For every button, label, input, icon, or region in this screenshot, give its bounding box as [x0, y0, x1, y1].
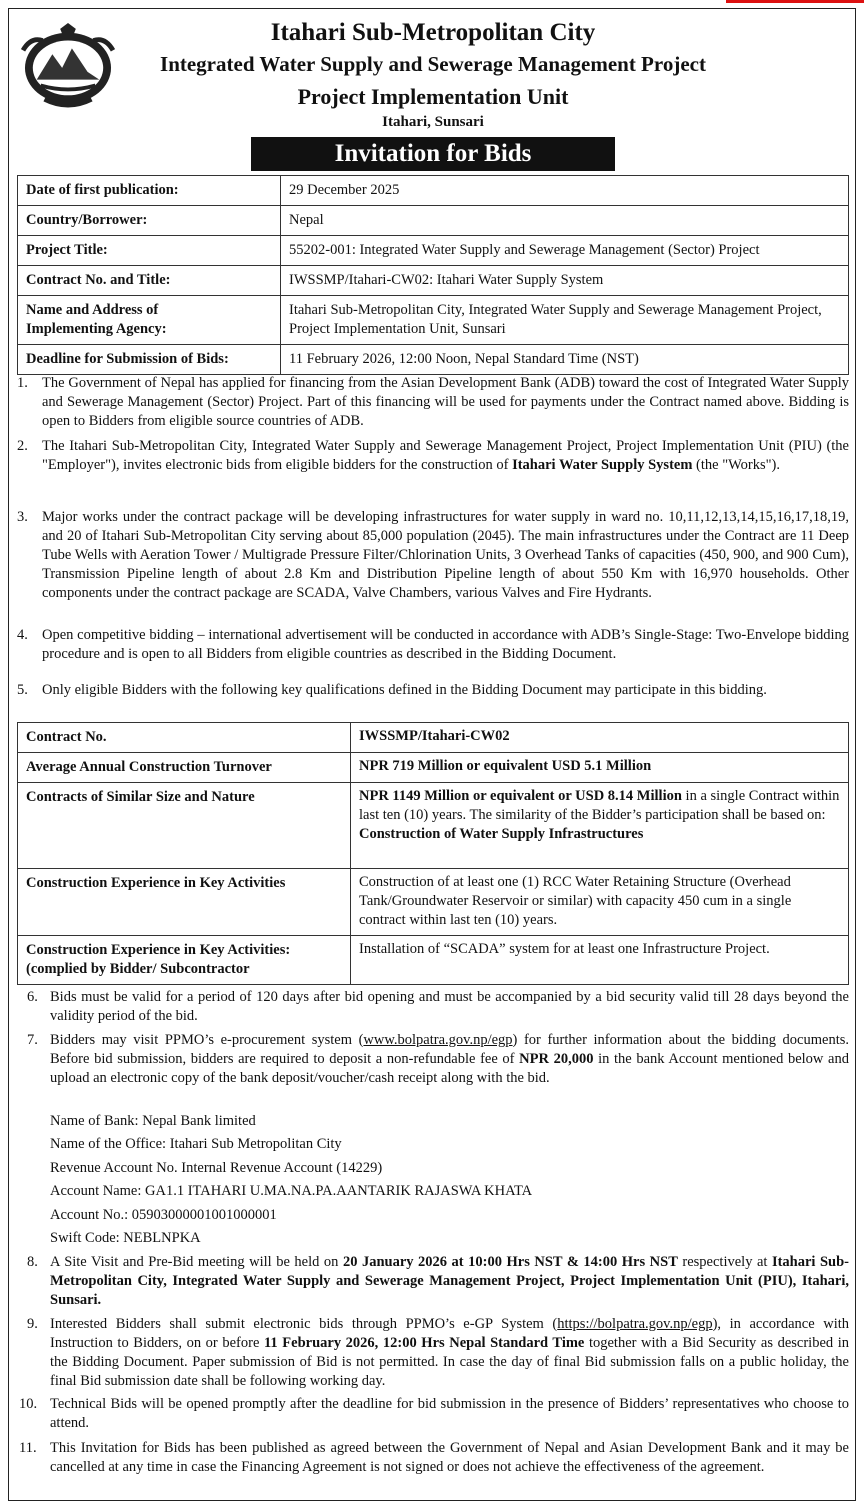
item-text-bold: 11 February 2026, 12:00 Hrs Nepal Standard Time [263, 1335, 585, 1351]
qualification-text: in a single Contract within last ten (10) years. The similarity of the Bidder’s participation shall be based on: [359, 788, 840, 823]
list-item [17, 681, 849, 700]
item-text [50, 1031, 849, 1088]
bank-account-name: Account Name: GA1.1 ITAHARI U.MA.NA.PA.AANTARIK RAJASWA KHATA [50, 1183, 533, 1199]
item-number: 9. [27, 1316, 38, 1332]
summary-value: Nepal [281, 206, 849, 236]
summary-value: Itahari Sub-Metropolitan City, Integrated Water Supply and Sewerage Management Project, Project Implementation Unit, Sunsari [281, 296, 849, 345]
summary-label: Contract No. and Title: [18, 266, 281, 296]
qualification-bold: NPR 1149 Million or equivalent or USD 8.14 Million [359, 788, 682, 804]
item-text [50, 1253, 849, 1310]
summary-label: Country/Borrower: [18, 206, 281, 236]
project-title: Integrated Water Supply and Sewerage Management Project [160, 52, 706, 76]
bolpatra-link[interactable]: www.bolpatra.gov.np/egp [363, 1032, 513, 1048]
summary-value: 11 February 2026, 12:00 Noon, Nepal Standard Time (NST) [281, 345, 849, 375]
item-number: 11. [19, 1440, 37, 1456]
item-text-bold: Itahari Sub-Metropolitan City, Integrated Water Supply and Sewerage Management Project, Project Implementation Unit (PIU), Itahari, Sunsari. [50, 1254, 849, 1308]
top-red-bar [726, 0, 864, 3]
table-row [18, 869, 849, 936]
table-row [18, 176, 849, 206]
qualification-label-line: Construction Experience in Key Activities: [26, 942, 291, 958]
item-text: Open competitive bidding – international advertisement will be conducted in accordance with ADB’s Single-Stage: Two-Envelope bidding procedure and is open to all Bidders from eligible countries as described in the Bidding Document. [42, 627, 849, 662]
qualification-label: Contract No. [18, 723, 351, 753]
item-text: Major works under the contract package will be developing infrastructures for water supply in ward no. 10,11,12,13,14,15,16,17,18,19, and 20 of Itahari Sub-Metropolitan City serving about 85,000 population (2045). The main infrastructures under the Contract are 11 Deep Tube Wells with Aeration Tower / Multigrade Pressure Filter/Chlorination Units, 3 Overhead Tanks of capacities (450, 900, and 900 Cum), Transmission Pipeline length of about 2.8 Km and Distribution Pipeline length of about 550 Km with 16,970 households. Other components under the contract package are SCADA, Valve Chambers, various Valves and Fire Hydrants. [42, 509, 849, 601]
qualification-value [351, 783, 849, 869]
item-number: 2. [17, 438, 28, 454]
summary-label: Project Title: [18, 236, 281, 266]
bank-account-no: Account No.: 05903000001001000001 [50, 1207, 277, 1223]
table-row [18, 753, 849, 783]
item-text-part: Interested Bidders shall submit electronic bids through PPMO’s e-GP System ( [50, 1316, 558, 1332]
table-row [18, 936, 849, 985]
summary-label: Deadline for Submission of Bids: [18, 345, 281, 375]
item-text-part: respectively at [677, 1254, 772, 1270]
item-text: Technical Bids will be opened promptly after the deadline for bid submission in the presence of Bidders’ representatives who choose to attend. [50, 1396, 849, 1431]
item-text-bold: 20 January 2026 at 10:00 Hrs NST & 14:00 Hrs NST [342, 1254, 678, 1270]
summary-label [18, 296, 281, 345]
item-number: 8. [27, 1254, 38, 1270]
item-text-part: The Itahari Sub-Metropolitan City, Integrated Water Supply and Sewerage Management Project, Project Implementation Unit (PIU) (the "Employer"), invites electronic bids from eligible bidders for the construction of [42, 438, 849, 473]
city-title: Itahari Sub-Metropolitan City [270, 19, 596, 46]
item-number: 1. [17, 375, 28, 391]
bank-revenue: Revenue Account No. Internal Revenue Account (14229) [50, 1160, 383, 1176]
summary-table [17, 175, 849, 375]
table-row [18, 206, 849, 236]
summary-value: 29 December 2025 [281, 176, 849, 206]
list-item [17, 1395, 849, 1433]
list-item [17, 626, 849, 664]
item-text: Bids must be valid for a period of 120 days after bid opening and must be accompanied by a bid security valid till 28 days beyond the validity period of the bid. [50, 989, 849, 1024]
qualification-value: IWSSMP/Itahari-CW02 [351, 723, 849, 753]
qualification-value: Installation of “SCADA” system for at least one Infrastructure Project. [351, 936, 849, 985]
item-text: The Government of Nepal has applied for financing from the Asian Development Bank (ADB) toward the cost of Integrated Water Supply and Sewerage Management (Sector) Project. Part of this financing will be used for payments under the Contract named above. Bidding is open to Bidders from eligible source countries of ADB. [42, 375, 849, 429]
item-text-bold: NPR 20,000 [519, 1051, 594, 1067]
item-text-part: ) for further information about the bidding documents. Before bid submission, bidders are required to deposit a non-refundable fee of [50, 1032, 850, 1067]
item-number: 5. [17, 682, 28, 698]
qualification-label: Average Annual Construction Turnover [18, 753, 351, 783]
qualification-value: Construction of at least one (1) RCC Water Retaining Structure (Overhead Tank/Groundwater Reservoir or similar) with capacity 450 cum in a single contract within last ten (10) years. [351, 869, 849, 936]
item-number: 3. [17, 509, 28, 525]
item-number: 10. [19, 1396, 38, 1412]
item-text-part: A Site Visit and Pre-Bid meeting will be held on [50, 1254, 343, 1270]
list-item [17, 437, 849, 475]
qualification-label [18, 936, 351, 985]
item-text [50, 1315, 849, 1391]
item-text-part: in the bank Account mentioned below and upload an electronic copy of the bank deposit/voucher/cash receipt along with the bid. [50, 1051, 849, 1086]
list-item [17, 508, 849, 603]
table-row [18, 783, 849, 869]
egp-link[interactable]: https://bolpatra.gov.np/egp [557, 1316, 713, 1332]
list-item [17, 1315, 849, 1391]
list-item [17, 988, 849, 1026]
item-number: 4. [17, 627, 28, 643]
qualification-bold: Construction of Water Supply Infrastructures [359, 826, 644, 842]
summary-value: IWSSMP/Itahari-CW02: Itahari Water Supply System [281, 266, 849, 296]
item-text: This Invitation for Bids has been published as agreed between the Government of Nepal and Asian Development Bank and it may be cancelled at any time in case the Financing Agreement is not signed or does not achieve the effectiveness of the agreement. [50, 1440, 849, 1475]
qualification-label-line: (complied by Bidder/ Subcontractor [26, 961, 250, 977]
table-row [18, 723, 849, 753]
location-title: Itahari, Sunsari [382, 114, 484, 130]
table-row [18, 236, 849, 266]
item-text-part: together with a Bid Security as described in the Bidding Document. Paper submission of Bid is not permitted. In case the day of final Bid submission falls on a public holiday, the final Bid submission date shall be following working day. [50, 1335, 849, 1389]
summary-label-line: Implementing Agency: [26, 321, 167, 337]
ifb-banner: Invitation for Bids [251, 137, 615, 171]
item-text-part: (the "Works"). [692, 457, 781, 473]
qualification-value: NPR 719 Million or equivalent USD 5.1 Million [351, 753, 849, 783]
item-number: 6. [27, 989, 38, 1005]
notice-page [8, 8, 856, 1501]
table-row [18, 266, 849, 296]
item-number: 7. [27, 1032, 38, 1048]
item-text-bold: Itahari Water Supply System [512, 457, 693, 473]
qualifications-table [17, 722, 849, 985]
table-row [18, 345, 849, 375]
qualification-label: Construction Experience in Key Activities [18, 869, 351, 936]
table-row [18, 296, 849, 345]
bank-name: Name of Bank: Nepal Bank limited [50, 1113, 256, 1129]
item-text: Only eligible Bidders with the following key qualifications defined in the Bidding Document may participate in this bidding. [42, 682, 767, 698]
item-text [42, 437, 849, 475]
summary-label-line: Name and Address of [26, 302, 159, 318]
summary-label: Date of first publication: [18, 176, 281, 206]
bank-office: Name of the Office: Itahari Sub Metropolitan City [50, 1136, 342, 1152]
bank-swift: Swift Code: NEBLNPKA [50, 1230, 201, 1246]
summary-value: 55202-001: Integrated Water Supply and Sewerage Management (Sector) Project [281, 236, 849, 266]
item-text-part: Bidders may visit PPMO’s e-procurement system ( [50, 1032, 364, 1048]
list-item [17, 1031, 849, 1088]
list-item [17, 1253, 849, 1310]
qualification-label: Contracts of Similar Size and Nature [18, 783, 351, 869]
list-item [17, 374, 849, 431]
unit-title: Project Implementation Unit [297, 84, 569, 109]
list-item [17, 1439, 849, 1477]
item-text-part: ), in accordance with Instruction to Bidders, on or before [50, 1316, 849, 1351]
